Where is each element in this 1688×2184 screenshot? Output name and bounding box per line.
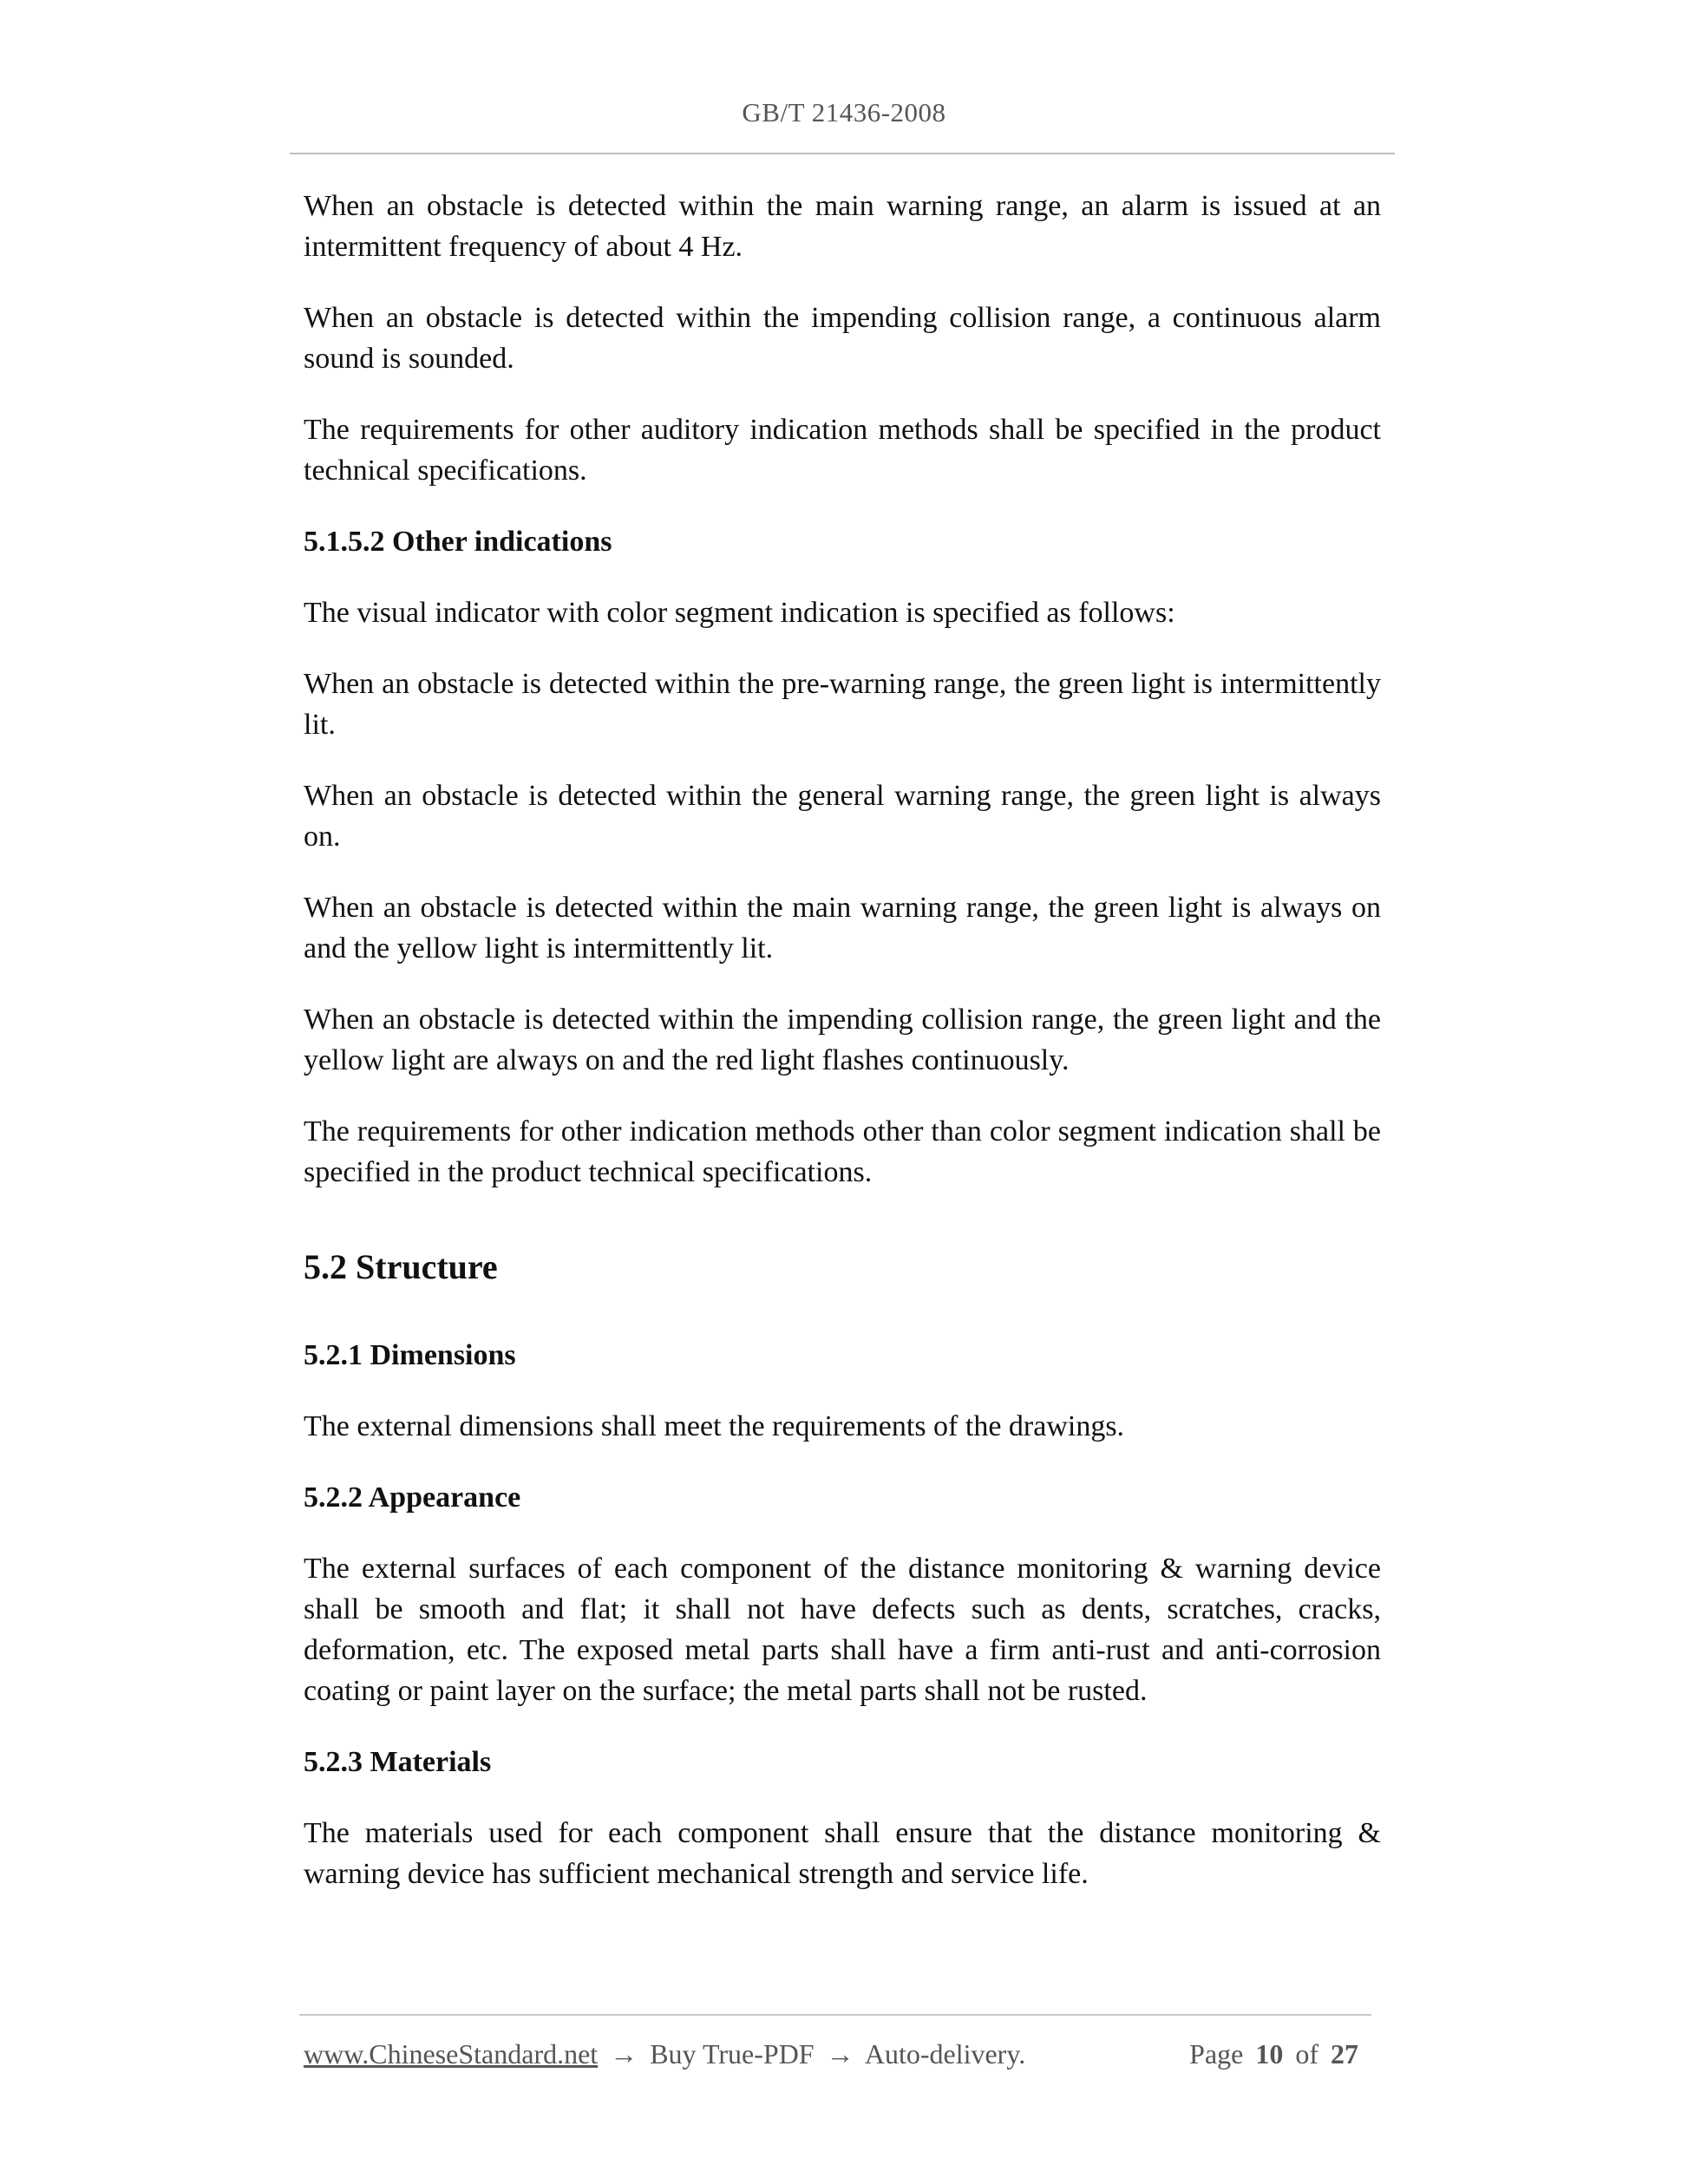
paragraph-main-warning-alarm: When an obstacle is detected within the main warning range, an alarm is issued at an intermittent frequency of about 4 Hz. <box>304 190 1381 263</box>
heading-5-2-3-materials: 5.2.3 Materials <box>304 1746 492 1778</box>
heading-5-2-structure: 5.2 Structure <box>304 1247 498 1286</box>
paragraph-main-warning-yellow: When an obstacle is detected within the main warning range, the green light is always on and the yellow light is intermittently lit. <box>304 892 1381 964</box>
paragraph-impending-collision-alarm: When an obstacle is detected within the impending collision range, a continuous alarm sound is sounded. <box>304 302 1381 375</box>
auto-delivery-text: Auto-delivery. <box>864 2038 1026 2070</box>
total-page-count: 27 <box>1331 2038 1358 2070</box>
heading-5-2-2-appearance: 5.2.2 Appearance <box>304 1481 521 1514</box>
header-divider <box>290 153 1395 154</box>
heading-5-2-1-dimensions: 5.2.1 Dimensions <box>304 1339 516 1371</box>
page-label: Page <box>1189 2038 1244 2070</box>
current-page-number: 10 <box>1255 2038 1284 2070</box>
page-number <box>1189 2037 1364 2071</box>
paragraph-general-warning-green: When an obstacle is detected within the general warning range, the green light is always on. <box>304 780 1381 853</box>
heading-5-1-5-2: 5.1.5.2 Other indications <box>304 526 612 558</box>
footer-promo <box>304 2037 1025 2071</box>
paragraph-other-indication-methods: The requirements for other indication methods other than color segment indication shall be specified in the product technical specifications. <box>304 1115 1381 1188</box>
footer-divider <box>299 2014 1371 2016</box>
document-id-header: GB/T 21436-2008 <box>742 97 946 128</box>
paragraph-auditory-methods: The requirements for other auditory indication methods shall be specified in the product technical specifications. <box>304 414 1381 487</box>
paragraph-impending-collision-red: When an obstacle is detected within the impending collision range, the green light and the yellow light are always on and the red light flashes continuously. <box>304 1004 1381 1076</box>
paragraph-dimensions: The external dimensions shall meet the requirements of the drawings. <box>304 1410 1125 1442</box>
of-label: of <box>1295 2038 1318 2070</box>
paragraph-pre-warning-green: When an obstacle is detected within the pre-warning range, the green light is intermittently lit. <box>304 668 1381 741</box>
paragraph-materials: The materials used for each component shall ensure that the distance monitoring & warning device has sufficient mechanical strength and service life. <box>304 1817 1381 1890</box>
paragraph-appearance: The external surfaces of each component of the distance monitoring & warning device shall be smooth and flat; it shall not have defects such as dents, scratches, cracks, deformation, etc. The exposed metal parts shall have a firm anti-rust and anti-corrosion coating or paint layer on the surface; the metal parts shall not be rusted. <box>304 1553 1381 1707</box>
arrow-right-icon: → <box>826 2038 854 2070</box>
buy-true-pdf-text: Buy True-PDF <box>650 2038 815 2070</box>
paragraph-visual-indicator-intro: The visual indicator with color segment indication is specified as follows: <box>304 597 1175 629</box>
page-content <box>304 186 1381 1925</box>
arrow-right-icon: → <box>610 2038 638 2070</box>
website-link[interactable]: www.ChineseStandard.net <box>304 2038 599 2070</box>
